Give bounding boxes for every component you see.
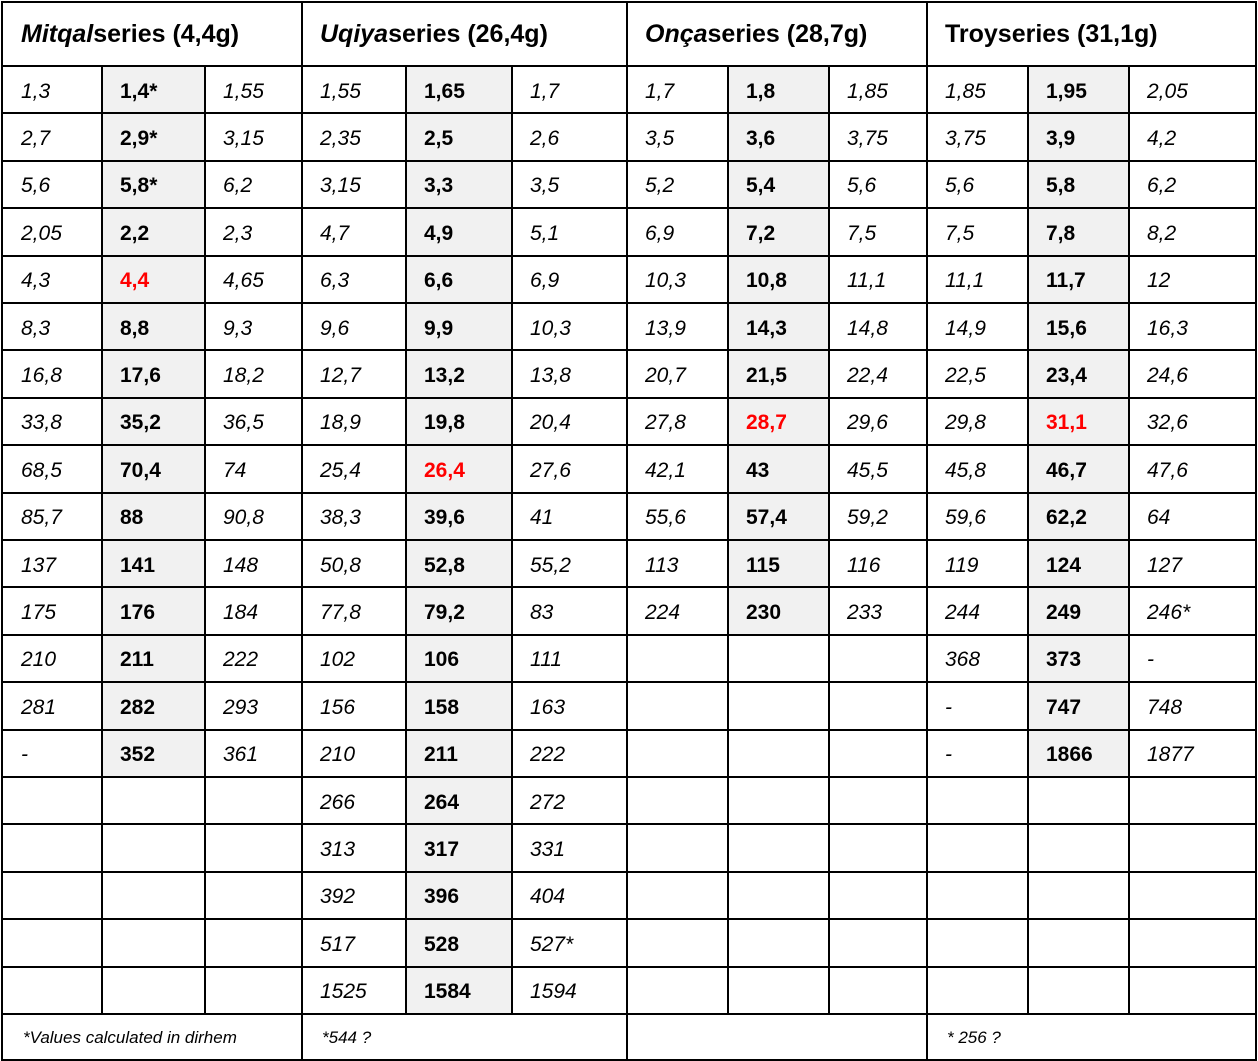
row-divider: [1, 349, 1257, 351]
table-cell: 14,9: [945, 316, 986, 340]
table-cell: 13,8: [530, 364, 571, 388]
table-cell: 27,6: [530, 458, 571, 482]
table-cell: 211: [424, 743, 458, 767]
series-name: Troy: [945, 20, 998, 48]
row-divider: [1, 255, 1257, 257]
table-cell: 113: [645, 553, 679, 577]
table-cell: 5,4: [746, 174, 776, 198]
table-cell: 222: [530, 743, 566, 767]
table-cell: 7,5: [945, 221, 975, 245]
table-cell: 5,8*: [120, 174, 158, 198]
table-cell: 11,7: [1046, 269, 1086, 293]
table-cell: 6,9: [645, 221, 675, 245]
table-cell: 9,6: [320, 316, 350, 340]
table-cell: 1,4*: [120, 79, 158, 103]
table-cell: 32,6: [1147, 411, 1188, 435]
table-cell: 36,5: [223, 411, 264, 435]
table-cell: 4,9: [424, 221, 454, 245]
row-divider: [1, 729, 1257, 731]
table-cell: 4,65: [223, 269, 264, 293]
table-cell: 116: [847, 553, 881, 577]
table-cell: 1584: [424, 980, 471, 1004]
table-cell: 35,2: [120, 411, 161, 435]
table-cell: 211: [120, 648, 154, 672]
table-cell: 74: [223, 458, 247, 482]
table-cell: 1,8: [746, 79, 776, 103]
table-cell: 249: [1046, 601, 1082, 625]
row-divider: [1, 539, 1257, 541]
table-cell: 20,7: [645, 364, 686, 388]
table-cell: 9,9: [424, 316, 454, 340]
table-cell: 156: [320, 695, 356, 719]
series-name: Mitqal: [21, 20, 94, 48]
table-cell: 45,5: [847, 458, 888, 482]
table-cell: 3,75: [847, 127, 888, 151]
series-header: [3, 3, 302, 66]
table-cell: 43: [746, 458, 770, 482]
table-cell: 64: [1147, 506, 1171, 530]
table-cell: 2,5: [424, 127, 454, 151]
table-cell: 1,55: [223, 79, 264, 103]
table-cell: 52,8: [424, 553, 465, 577]
table-cell: 50,8: [320, 553, 361, 577]
table-cell: 5,6: [21, 174, 51, 198]
table-cell: 396: [424, 885, 460, 909]
table-cell: 11,1: [847, 269, 887, 293]
table-cell: 25,4: [320, 458, 361, 482]
table-cell: 3,3: [424, 174, 454, 198]
table-cell: 124: [1046, 553, 1082, 577]
table-cell: 5,6: [847, 174, 877, 198]
table-cell: 42,1: [645, 458, 686, 482]
table-cell: 527*: [530, 932, 574, 956]
table-cell: 13,9: [645, 316, 686, 340]
table-cell: 293: [223, 695, 259, 719]
table-cell: 1,7: [645, 79, 675, 103]
row-divider: [1, 207, 1257, 209]
table-cell: 21,5: [746, 364, 787, 388]
table-cell: 1,85: [847, 79, 888, 103]
table-cell: 5,6: [945, 174, 975, 198]
table-cell: 55,2: [530, 553, 571, 577]
table-cell: 2,05: [1147, 79, 1188, 103]
table-cell: 15,6: [1046, 316, 1087, 340]
table-cell: 119: [945, 553, 979, 577]
footer-note: *Values calculated in dirhem: [23, 1027, 237, 1047]
table-cell: 77,8: [320, 601, 361, 625]
table-cell: 33,8: [21, 411, 62, 435]
table-cell: 264: [424, 790, 460, 814]
table-cell: 22,5: [945, 364, 986, 388]
row-divider: [1, 302, 1257, 304]
series-header: [927, 3, 1256, 66]
series-suffix: series (31,1g): [997, 20, 1158, 48]
table-cell: 14,3: [746, 316, 787, 340]
table-cell: 4,7: [320, 221, 350, 245]
table-cell: 8,8: [120, 316, 150, 340]
table-cell: 6,3: [320, 269, 350, 293]
table-cell: 233: [847, 601, 883, 625]
table-cell: 24,6: [1147, 364, 1188, 388]
table-cell: 12,7: [320, 364, 361, 388]
table-cell: 176: [120, 601, 156, 625]
table-cell: 3,6: [746, 127, 776, 151]
table-cell: 4,4: [120, 269, 150, 293]
table-cell: 85,7: [21, 506, 62, 530]
table-cell: 7,2: [746, 221, 776, 245]
row-divider: [1, 112, 1257, 114]
table-cell: 141: [120, 553, 156, 577]
table-cell: 9,3: [223, 316, 253, 340]
table-cell: 7,5: [847, 221, 877, 245]
row-divider: [1, 823, 1257, 825]
table-cell: 158: [424, 695, 460, 719]
table-cell: 111: [530, 648, 562, 672]
table-cell: 31,1: [1046, 411, 1087, 435]
table-cell: -: [21, 743, 28, 767]
row-divider: [1, 681, 1257, 683]
table-cell: 368: [945, 648, 981, 672]
row-divider: [1, 492, 1257, 494]
table-cell: 1594: [530, 980, 577, 1004]
table-cell: 3,5: [530, 174, 560, 198]
table-cell: 47,6: [1147, 458, 1188, 482]
table-cell: 10,3: [645, 269, 686, 293]
table-cell: 57,4: [746, 506, 787, 530]
footer-note: *544 ?: [322, 1027, 372, 1047]
table-cell: 106: [424, 648, 460, 672]
table-cell: 2,35: [320, 127, 361, 151]
table-cell: 45,8: [945, 458, 986, 482]
table-cell: 70,4: [120, 458, 161, 482]
table-cell: 17,6: [120, 364, 161, 388]
table-cell: 41: [530, 506, 554, 530]
table-cell: 18,9: [320, 411, 361, 435]
table-cell: 39,6: [424, 506, 465, 530]
table-cell: 10,8: [746, 269, 787, 293]
table-cell: 10,3: [530, 316, 571, 340]
table-cell: 8,2: [1147, 221, 1177, 245]
row-divider: [1, 586, 1257, 588]
table-cell: 352: [120, 743, 156, 767]
table-cell: 748: [1147, 695, 1183, 719]
table-cell: 22,4: [847, 364, 888, 388]
series-suffix: series (28,7g): [707, 20, 868, 48]
row-divider: [1, 160, 1257, 162]
table-cell: 26,4: [424, 458, 465, 482]
table-cell: 137: [21, 553, 57, 577]
table-cell: 2,2: [120, 221, 150, 245]
table-cell: 1,7: [530, 79, 560, 103]
table-cell: 2,6: [530, 127, 560, 151]
table-cell: 18,2: [223, 364, 264, 388]
table-cell: 317: [424, 838, 460, 862]
table-cell: 373: [1046, 648, 1082, 672]
series-header: [627, 3, 927, 66]
table-cell: 29,8: [945, 411, 986, 435]
table-cell: 1,55: [320, 79, 361, 103]
table-cell: 5,8: [1046, 174, 1076, 198]
table-cell: 331: [530, 838, 566, 862]
table-cell: 3,75: [945, 127, 986, 151]
table-cell: 1525: [320, 980, 367, 1004]
table-cell: 210: [21, 648, 57, 672]
table-cell: 59,6: [945, 506, 986, 530]
row-divider: [1, 871, 1257, 873]
table-cell: -: [945, 695, 952, 719]
table-cell: 127: [1147, 553, 1183, 577]
footer-note: [627, 1015, 927, 1060]
table-cell: 4,3: [21, 269, 51, 293]
series-header: [302, 3, 627, 66]
table-cell: 29,6: [847, 411, 888, 435]
table-cell: 5,1: [530, 221, 560, 245]
table-cell: 1,65: [424, 79, 465, 103]
table-border-top: [1, 1, 1257, 3]
header-divider: [1, 65, 1257, 67]
table-cell: -: [945, 743, 952, 767]
row-divider: [1, 966, 1257, 968]
table-cell: 1866: [1046, 743, 1093, 767]
series-name: Onça: [645, 20, 708, 48]
table-cell: 12: [1147, 269, 1171, 293]
row-divider: [1, 918, 1257, 920]
table-cell: 281: [21, 695, 57, 719]
table-cell: 14,8: [847, 316, 888, 340]
table-cell: 747: [1046, 695, 1082, 719]
series-name: Uqiya: [320, 20, 389, 48]
table-cell: 1,3: [21, 79, 51, 103]
table-cell: 68,5: [21, 458, 62, 482]
table-cell: 16,8: [21, 364, 62, 388]
table-cell: 83: [530, 601, 554, 625]
table-cell: 246*: [1147, 601, 1191, 625]
table-cell: 59,2: [847, 506, 888, 530]
table-cell: 148: [223, 553, 259, 577]
series-suffix: series (26,4g): [388, 20, 548, 48]
table-cell: 7,8: [1046, 221, 1076, 245]
table-cell: 1,95: [1046, 79, 1087, 103]
table-cell: 55,6: [645, 506, 686, 530]
table-cell: 8,3: [21, 316, 51, 340]
table-cell: 3,15: [320, 174, 361, 198]
table-cell: 266: [320, 790, 356, 814]
table-cell: 102: [320, 648, 356, 672]
table-cell: 230: [746, 601, 782, 625]
table-cell: 184: [223, 601, 259, 625]
table-cell: 175: [21, 601, 57, 625]
table-cell: 404: [530, 885, 566, 909]
footer-divider: [1, 1013, 1257, 1015]
row-divider: [1, 634, 1257, 636]
table-cell: 3,5: [645, 127, 675, 151]
table-cell: 16,3: [1147, 316, 1188, 340]
table-cell: 88: [120, 506, 144, 530]
table-cell: 27,8: [645, 411, 686, 435]
table-cell: 3,9: [1046, 127, 1076, 151]
table-cell: 2,05: [21, 221, 62, 245]
table-cell: 4,2: [1147, 127, 1177, 151]
table-cell: 1877: [1147, 743, 1194, 767]
series-suffix: series (4,4g): [93, 20, 240, 48]
row-divider: [1, 444, 1257, 446]
table-cell: 1,85: [945, 79, 986, 103]
table-cell: 222: [223, 648, 259, 672]
row-divider: [1, 776, 1257, 778]
table-cell: 361: [223, 743, 259, 767]
table-cell: 2,3: [223, 221, 253, 245]
table-cell: 282: [120, 695, 156, 719]
table-cell: 28,7: [746, 411, 787, 435]
table-cell: 20,4: [530, 411, 571, 435]
table-cell: 79,2: [424, 601, 465, 625]
table-cell: 6,2: [223, 174, 253, 198]
table-cell: 115: [746, 553, 780, 577]
table-cell: 13,2: [424, 364, 465, 388]
table-cell: 62,2: [1046, 506, 1087, 530]
table-cell: 2,9*: [120, 127, 158, 151]
table-cell: 6,2: [1147, 174, 1177, 198]
table-cell: 38,3: [320, 506, 361, 530]
table-cell: 528: [424, 932, 460, 956]
table-cell: 90,8: [223, 506, 264, 530]
table-cell: 23,4: [1046, 364, 1087, 388]
table-cell: 6,6: [424, 269, 454, 293]
row-divider: [1, 397, 1257, 399]
table-cell: -: [1147, 648, 1154, 672]
table-cell: 224: [645, 601, 681, 625]
table-cell: 46,7: [1046, 458, 1087, 482]
table-cell: 244: [945, 601, 981, 625]
table-cell: 517: [320, 932, 356, 956]
table-cell: 392: [320, 885, 356, 909]
table-cell: 6,9: [530, 269, 560, 293]
table-cell: 5,2: [645, 174, 675, 198]
table-cell: 2,7: [21, 127, 51, 151]
table-cell: 11,1: [945, 269, 985, 293]
table-cell: 313: [320, 838, 356, 862]
table-cell: 19,8: [424, 411, 465, 435]
table-cell: 163: [530, 695, 566, 719]
footer-note: * 256 ?: [947, 1027, 1001, 1047]
table-cell: 210: [320, 743, 356, 767]
table-cell: 272: [530, 790, 566, 814]
table-cell: 3,15: [223, 127, 264, 151]
